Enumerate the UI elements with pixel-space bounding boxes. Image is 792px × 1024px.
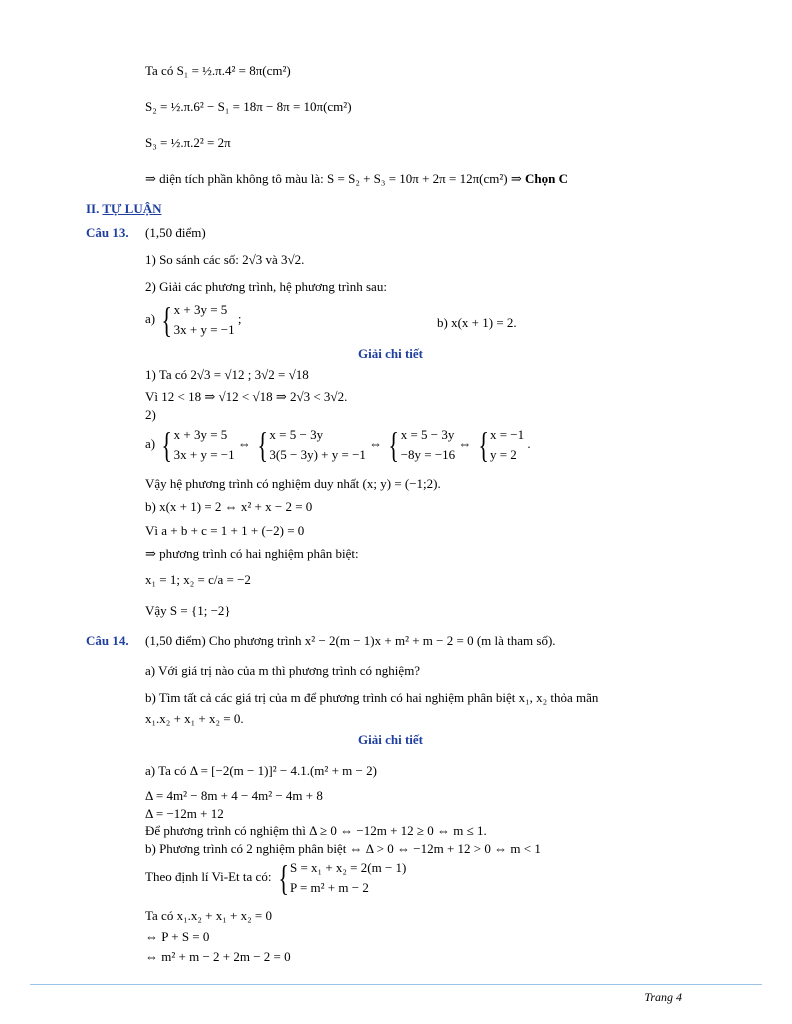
step1-eq2: 3x + y = −1 <box>173 447 235 462</box>
q13-sol-line-2: Vì 12 < 18 ⇒ √12 < √18 ⇒ 2√3 < 3√2. <box>145 389 348 404</box>
q13-sol2-line-6: Vậy S = {1; −2} <box>145 603 231 618</box>
q14-sol-line-5: b) Phương trình có 2 nghiệm phân biệt ⇔ Δ > 0 ⇔ −12m + 12 > 0 ⇔ m < 1 <box>145 841 541 856</box>
q14-part-b-line1: b) Tìm tất cả các giá trị của m để phương trình có hai nghiệm phân biệt x₁, x₂ thỏa mãn <box>145 690 599 705</box>
page-number: Trang 4 <box>644 990 682 1004</box>
q14-sol3-line-3: ⇔ m² + m − 2 + 2m − 2 = 0 <box>145 949 291 964</box>
q14-statement: (1,50 điểm) Cho phương trình x² − 2(m − 1)x + m² + m − 2 = 0 (m là tham số). <box>145 633 556 648</box>
q14-label: Câu 14. <box>86 633 129 648</box>
q13-sol-line-1: 1) Ta có 2√3 = √12 ; 3√2 = √18 <box>145 367 309 382</box>
q13-a-system <box>158 300 234 340</box>
iff-1: ⇔ <box>237 435 251 451</box>
q13-sys-step4: { x = −1 y = 2 <box>478 425 525 465</box>
step2-eq1: x = 5 − 3y <box>269 427 324 442</box>
conclusion-line <box>145 170 568 187</box>
q13-sys-step2: { x = 5 − 3y 3(5 − 3y) + y = −1 <box>257 425 366 465</box>
q13-sol2-line-4: ⇒ phương trình có hai nghiệm phân biệt: <box>145 546 359 561</box>
q14-solution-title: Giải chi tiết <box>358 732 423 747</box>
s3-line: S₃ = ½.π.2² = 2π <box>145 135 231 150</box>
q14-sol3-line-2: ⇔ P + S = 0 <box>145 929 210 944</box>
q13-sys-step3: { x = 5 − 3y −8y = −16 <box>388 425 456 465</box>
choice-answer: Chọn C <box>524 171 568 186</box>
q14-sol3-line-1: Ta có x₁.x₂ + x₁ + x₂ = 0 <box>145 908 272 923</box>
q13-sol2-line-3: Vì a + b + c = 1 + 1 + (−2) = 0 <box>145 523 305 538</box>
q13-sol2-line-2: b) x(x + 1) = 2 ⇔ x² + x − 2 = 0 <box>145 499 313 514</box>
iff-3: ⇔ <box>458 435 472 451</box>
q13-system-solution <box>145 425 531 465</box>
vieta-product: P = m² + m − 2 <box>289 880 369 895</box>
q13-sol2-line-5: x₁ = 1; x₂ = c/a = −2 <box>145 572 251 587</box>
footer-rule <box>30 984 762 985</box>
q13-sol2-line-1: Vậy hệ phương trình có nghiệm duy nhất (x; y) = (−1;2). <box>145 476 441 491</box>
q13-solution-title: Giải chi tiết <box>358 346 423 361</box>
conclusion-text: ⇒ diện tích phần không tô màu là: S = S₂ + S₃ = 10π + 2π = 12π(cm²) ⇒ <box>145 171 522 186</box>
step1-eq1: x + 3y = 5 <box>173 427 228 442</box>
iff-2: ⇔ <box>369 435 383 451</box>
q14-part-a: a) Với giá trị nào của m thì phương trình có nghiệm? <box>145 663 421 678</box>
q13-label: Câu 13. <box>86 225 129 240</box>
q13-a-end: ; <box>237 310 242 326</box>
section-title: TỰ LUẬN <box>102 201 162 216</box>
vieta-system: { S = x₁ + x₂ = 2(m − 1) P = m² + m − 2 <box>278 858 407 898</box>
q13-points: (1,50 điểm) <box>145 225 206 240</box>
sys-end: . <box>527 435 531 451</box>
q13-a-eq2: 3x + y = −1 <box>173 322 235 337</box>
vieta-label: Theo định lí Vi-Et ta có: <box>145 868 272 884</box>
q14-vieta <box>145 858 406 898</box>
brace-glyph: { <box>161 300 173 340</box>
s2-line: S₂ = ½.π.6² − S₁ = 18π − 8π = 10π(cm²) <box>145 99 352 114</box>
step3-eq1: x = 5 − 3y <box>400 427 455 442</box>
q13-sys-step1: { x + 3y = 5 3x + y = −1 <box>161 425 235 465</box>
s1-line: Ta có S₁ = ½.π.4² = 8π(cm²) <box>145 63 291 78</box>
q14-sol-line-4: Để phương trình có nghiệm thì Δ ≥ 0 ⇔ −12m + 12 ≥ 0 ⇔ m ≤ 1. <box>145 823 487 838</box>
q13-sys-a-label: a) <box>145 435 156 451</box>
q13-system-a <box>145 300 242 340</box>
step4-eq2: y = 2 <box>489 447 517 462</box>
step3-eq2: −8y = −16 <box>400 447 456 462</box>
q13-part2: 2) Giải các phương trình, hệ phương trình sau: <box>145 279 387 294</box>
q13-part-b: b) x(x + 1) = 2. <box>437 315 517 330</box>
step2-eq2: 3(5 − 3y) + y = −1 <box>269 447 366 462</box>
q13-a-eq1: x + 3y = 5 <box>173 302 228 317</box>
q13-part1: 1) So sánh các số: 2√3 và 3√2. <box>145 252 305 267</box>
q13-a-label: a) <box>145 310 156 326</box>
vieta-sum: S = x₁ + x₂ = 2(m − 1) <box>289 860 407 875</box>
section-heading <box>86 200 162 217</box>
section-roman: II. <box>86 201 100 216</box>
q14-part-b-line2: x₁.x₂ + x₁ + x₂ = 0. <box>145 711 244 726</box>
step4-eq1: x = −1 <box>489 427 525 442</box>
q14-sol-line-2: Δ = 4m² − 8m + 4 − 4m² − 4m + 8 <box>145 788 323 803</box>
q13-sol-line-3: 2) <box>145 407 156 422</box>
q14-sol-line-1: a) Ta có Δ = [−2(m − 1)]² − 4.1.(m² + m − 2) <box>145 763 377 778</box>
q14-sol-line-3: Δ = −12m + 12 <box>145 806 224 821</box>
